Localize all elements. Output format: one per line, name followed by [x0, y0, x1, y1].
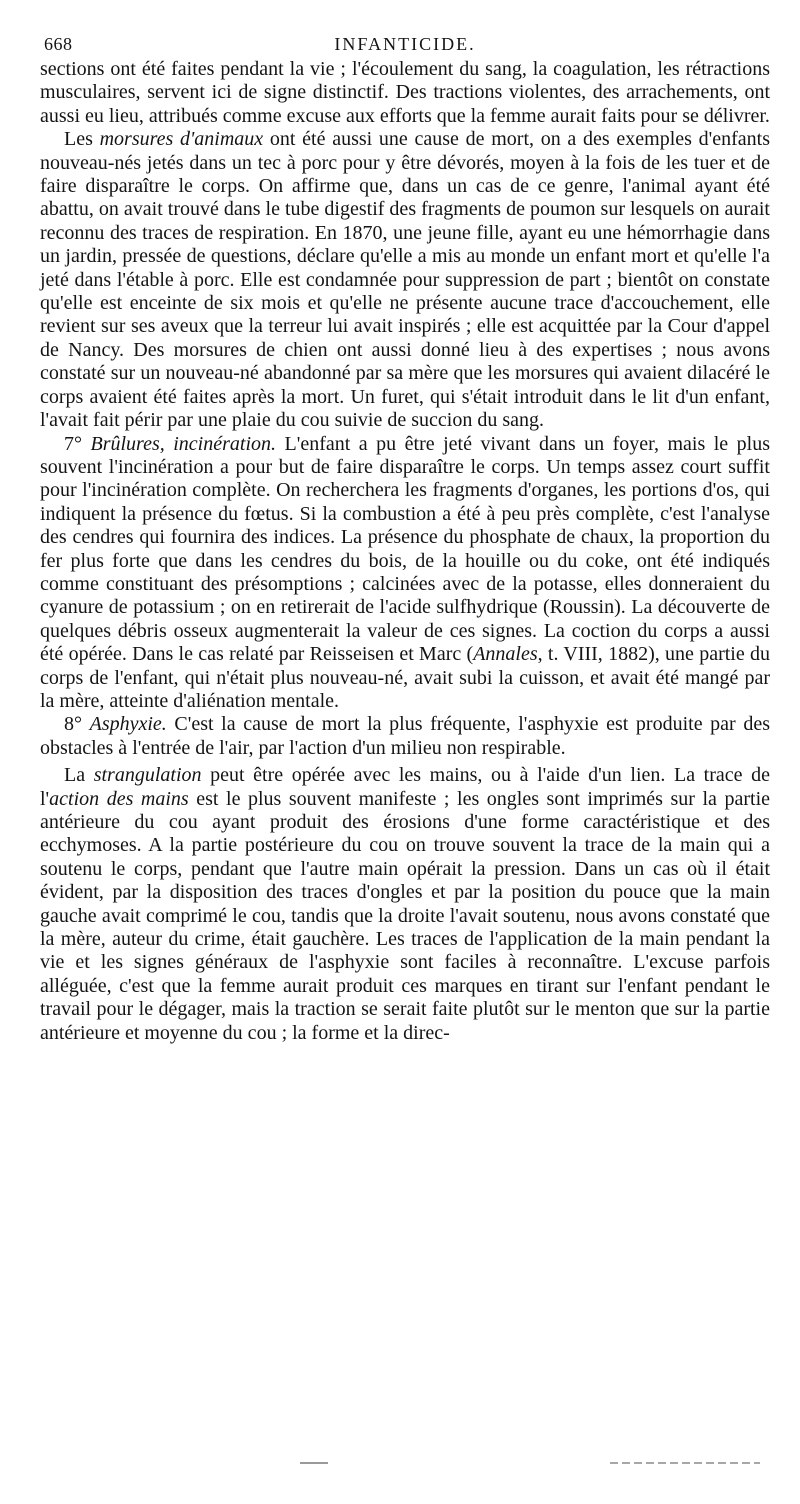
section-heading-asphyxie: Asphyxie. [89, 713, 167, 736]
italic-term-strangulation: strangulation [93, 764, 202, 787]
paragraph-asphyxie [40, 713, 770, 760]
page-number: 668 [44, 34, 73, 54]
paragraph-text: sections ont été faites pendant la vie ; l'écoulement du sang, la coagulation, les rétractions musculaires, servent ici de signe distinctif. Des tractions violentes, des arrachements, ont aussi eu lieu, attribués comme excuse aux efforts que la femme aurait faits pour se délivrer. [40, 58, 770, 127]
section-number: 7° [64, 432, 91, 455]
paragraph-text: La [64, 764, 94, 787]
paragraph-text: Les [64, 128, 100, 151]
italic-term-morsures: morsures d'animaux [99, 128, 264, 151]
print-mark [300, 1462, 328, 1464]
paragraph-text: , t. VIII, 1882), une partie du corps de l'enfant, qui n'était plus nouveau-né, avait subi la cuisson, et avait été mangé par la mère, atteinte d'aliénation mentale. [40, 643, 771, 712]
section-heading-brulures: Brûlures, incinération. [90, 432, 277, 455]
running-title: INFANTICIDE. [334, 34, 476, 54]
paragraph-text: L'enfant a pu être jeté vivant dans un foyer, mais le plus souvent l'incinération a pour but de faire disparaître le corps. Un temps assez court suffit pour l'incinération complète. On recherchera les fragments d'organes, les portions d'os, qui indiquent la présence du fœtus. Si la combustion a été à peu près complète, c'est l'analyse des cendres qui fournira des indices. La présence du phosphate de chaux, la proportion du fer plus forte que dans les cendres du bois, de la houille ou du coke, ont été indiqués comme constituant des présomptions ; calcinées avec de la potasse, elles donneraient du cyanure de potassium ; on en retirerait de l'acide sulfhydrique (Roussin). La découverte de quelques débris osseux augmenterait la valeur de ces signes. La coction du corps a aussi été opérée. Dans le cas relaté par Reisseisen et Marc ( [40, 432, 770, 666]
running-head [40, 28, 770, 54]
italic-term-action-des-mains: action des mains [49, 787, 189, 810]
paragraph-strangulation [40, 764, 770, 1045]
section-number: 8° [64, 713, 90, 736]
print-artifact [300, 1462, 770, 1468]
paragraph-sections [40, 58, 770, 128]
paragraph-morsures [40, 128, 770, 432]
print-mark [610, 1462, 760, 1464]
paragraph-text: est le plus souvent manifeste ; les ongles sont imprimés sur la partie antérieure du cou ayant produit des érosions d'une forme caractéristique et des ecchymoses. A la partie postérieure du cou on trouve souvent la trace de la main qui a soutenu le corps, pendant que l'autre main opérait la pression. Dans un cas où il était évident, par la disposition des traces d'ongles et par la position du pouce que la main gauche avait comprimé le cou, tandis que la droite l'avait soutenu, nous avons constaté que la mère, auteur du crime, était gauchère. Les traces de l'application de la main pendant la vie et les signes généraux de l'asphyxie sont faciles à reconnaître. L'excuse parfois alléguée, c'est que la femme aurait produit ces marques en tirant sur l'enfant pendant le travail pour le dégager, mais la traction se serait faite plutôt sur le menton que sur la partie antérieure et moyenne du cou ; la forme et la direc- [40, 787, 771, 1044]
book-page [40, 28, 770, 1045]
paragraph-brulures [40, 433, 770, 714]
paragraph-text: peut être opérée avec les mains, ou à l'aide d'un lien. La trace de l' [40, 764, 771, 810]
paragraph-text: C'est la cause de mort la plus fréquente, l'asphyxie est produite par des obstacles à l'entrée de l'air, par l'action d'un milieu non respirable. [40, 713, 770, 759]
citation-annales: Annales [473, 643, 538, 666]
paragraph-text: ont été aussi une cause de mort, on a des exemples d'enfants nouveau-nés jetés dans un tec à porc pour y être dévorés, moyen à la fois de les tuer et de faire disparaître le corps. On affirme que, dans un cas de ce genre, l'animal ayant été abattu, on avait trouvé dans le tube digestif des fragments de poumon sur lesquels on aurait reconnu des traces de respiration. En 1870, une jeune fille, ayant eu une hémorrhagie dans un jardin, pressée de questions, déclare qu'elle a mis au monde un enfant mort et qu'elle l'a jeté dans l'étable à porc. Elle est condamnée pour suppression de part ; bientôt on constate qu'elle est enceinte de six mois et qu'elle ne présente aucune trace d'accouchement, elle revient sur ses aveux que la terreur lui avait inspirés ; elle est acquittée par la Cour d'appel de Nancy. Des morsures de chien ont aussi donné lieu à des expertises ; nous avons constaté sur un nouveau-né abandonné par sa mère que les morsures qui avaient dilacéré le corps avaient été faites après la mort. Un furet, qui s'était introduit dans le lit d'un enfant, l'avait fait périr par une plaie du cou suivie de succion du sang. [40, 128, 770, 432]
